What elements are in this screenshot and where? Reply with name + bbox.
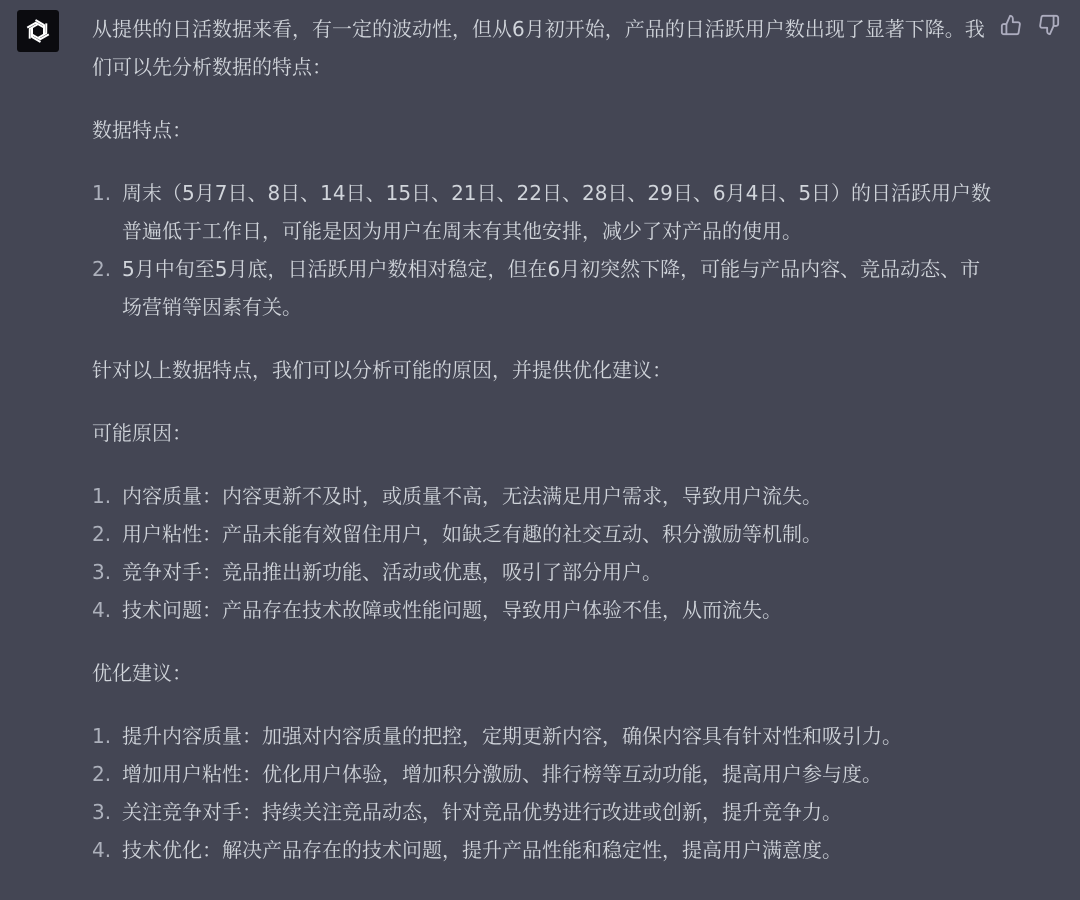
list-item-text: 周末（5月7日、8日、14日、15日、21日、22日、28日、29日、6月4日、5日）的日活跃用户数普遍低于工作日，可能是因为用户在周末有其他安排，减少了对产品的使用。 xyxy=(122,181,992,243)
list-item-text: 用户粘性：产品未能有效留住用户，如缺乏有趣的社交互动、积分激励等机制。 xyxy=(122,522,822,546)
list-item-number: 4. xyxy=(92,598,112,622)
list-item-number: 1. xyxy=(92,484,112,508)
list-item-number: 2. xyxy=(92,762,112,786)
list-item-text: 竞争对手：竞品推出新功能、活动或优惠，吸引了部分用户。 xyxy=(122,560,662,584)
list-item xyxy=(92,831,992,869)
thumbs-up-button[interactable] xyxy=(998,12,1024,38)
list-item-text: 关注竞争对手：持续关注竞品动态，针对竞品优势进行改进或创新，提升竞争力。 xyxy=(122,800,842,824)
suggestions-list xyxy=(92,717,992,869)
list-item-text: 技术优化：解决产品存在的技术问题，提升产品性能和稳定性，提高用户满意度。 xyxy=(122,838,842,862)
list-item-number: 2. xyxy=(92,522,112,546)
list-item xyxy=(92,591,992,629)
list-item xyxy=(92,553,992,591)
section-heading-causes: 可能原因： xyxy=(92,421,192,445)
list-item xyxy=(92,250,992,326)
list-item-number: 2. xyxy=(92,257,112,281)
list-item xyxy=(92,755,992,793)
list-item-number: 4. xyxy=(92,838,112,862)
thumbs-down-button[interactable] xyxy=(1036,12,1062,38)
list-item xyxy=(92,793,992,831)
feedback-buttons xyxy=(998,12,1062,38)
list-item-text: 增加用户粘性：优化用户体验，增加积分激励、排行榜等互动功能，提高用户参与度。 xyxy=(122,762,882,786)
thumbs-down-icon xyxy=(1038,14,1060,36)
list-item-text: 内容质量：内容更新不及时，或质量不高，无法满足用户需求，导致用户流失。 xyxy=(122,484,822,508)
assistant-avatar xyxy=(17,10,59,52)
message-content xyxy=(92,10,992,869)
data-features-list xyxy=(92,174,992,326)
thumbs-up-icon xyxy=(1000,14,1022,36)
list-item-text: 提升内容质量：加强对内容质量的把控，定期更新内容，确保内容具有针对性和吸引力。 xyxy=(122,724,902,748)
list-item-number: 3. xyxy=(92,560,112,584)
list-item-text: 技术问题：产品存在技术故障或性能问题，导致用户体验不佳，从而流失。 xyxy=(122,598,782,622)
list-item-text: 5月中旬至5月底，日活跃用户数相对稳定，但在6月初突然下降，可能与产品内容、竞品动态、市场营销等因素有关。 xyxy=(122,257,981,319)
section-heading-data-features: 数据特点： xyxy=(92,118,192,142)
list-item-number: 3. xyxy=(92,800,112,824)
list-item xyxy=(92,477,992,515)
transition-paragraph: 针对以上数据特点，我们可以分析可能的原因，并提供优化建议： xyxy=(92,358,672,382)
list-item-number: 1. xyxy=(92,724,112,748)
list-item xyxy=(92,717,992,755)
openai-logo-icon xyxy=(24,17,52,45)
section-heading-suggestions: 优化建议： xyxy=(92,661,192,685)
list-item-number: 1. xyxy=(92,181,112,205)
intro-paragraph: 从提供的日活数据来看，有一定的波动性，但从6月初开始，产品的日活跃用户数出现了显著下降。我们可以先分析数据的特点： xyxy=(92,17,985,79)
causes-list xyxy=(92,477,992,629)
list-item xyxy=(92,174,992,250)
list-item xyxy=(92,515,992,553)
